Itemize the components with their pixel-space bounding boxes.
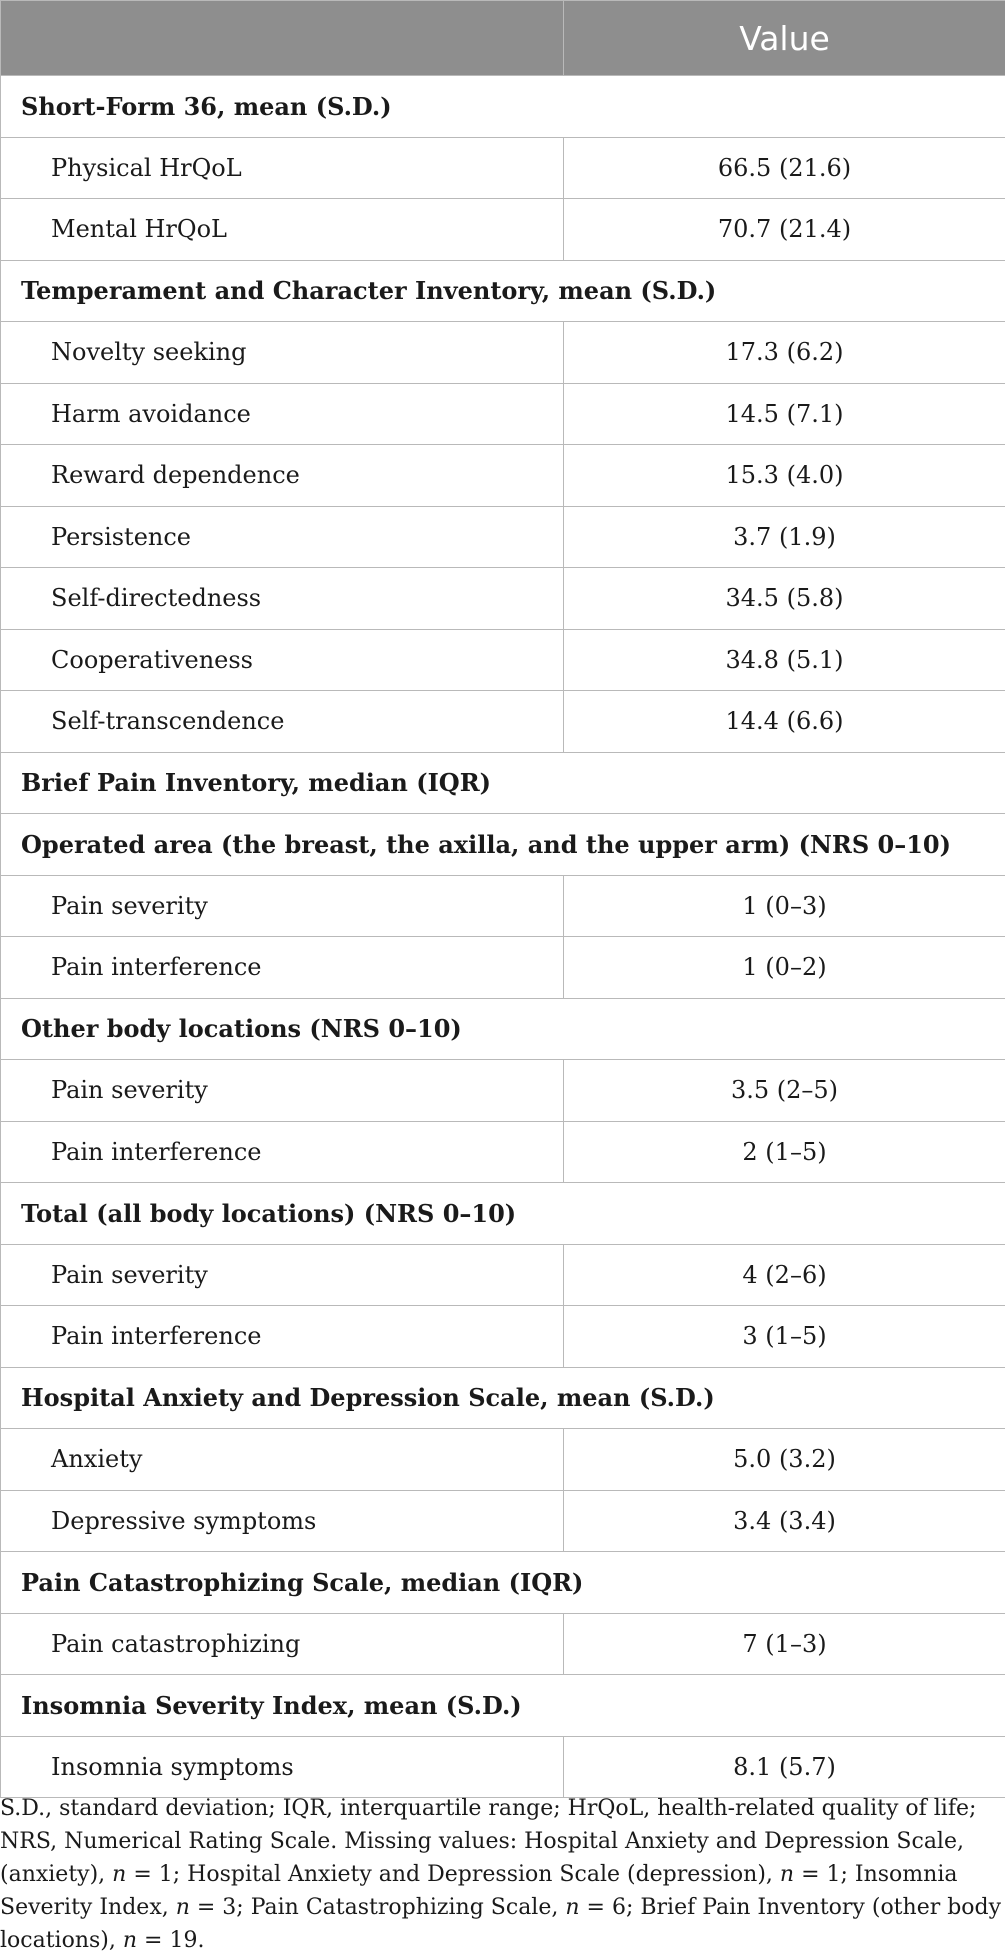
footnote-n-symbol: n [780, 1862, 794, 1887]
section-header-row [1, 998, 1005, 1060]
table-footnote [0, 1792, 1005, 1957]
section-label: Insomnia Severity Index, mean (S.D.) [1, 1675, 1005, 1737]
table-header [1, 1, 1005, 76]
row-value: 3.5 (2–5) [564, 1060, 1005, 1122]
section-label: Total (all body locations) (NRS 0–10) [1, 1183, 1005, 1245]
row-label: Cooperativeness [1, 629, 564, 691]
table-row [1, 445, 1005, 507]
section-label: Pain Catastrophizing Scale, median (IQR) [1, 1552, 1005, 1614]
row-label: Pain interference [1, 1306, 564, 1368]
row-label: Pain severity [1, 1244, 564, 1306]
section-label: Brief Pain Inventory, median (IQR) [1, 752, 1005, 814]
row-value: 3 (1–5) [564, 1306, 1005, 1368]
table-row [1, 383, 1005, 445]
footnote-n-symbol: n [176, 1895, 190, 1920]
table-row [1, 1306, 1005, 1368]
row-value: 5.0 (3.2) [564, 1429, 1005, 1491]
table-row [1, 1121, 1005, 1183]
row-label: Mental HrQoL [1, 199, 564, 261]
table-row [1, 137, 1005, 199]
section-header-row [1, 1675, 1005, 1737]
row-value: 14.5 (7.1) [564, 383, 1005, 445]
section-label: Hospital Anxiety and Depression Scale, mean (S.D.) [1, 1367, 1005, 1429]
row-value: 2 (1–5) [564, 1121, 1005, 1183]
row-label: Pain severity [1, 875, 564, 937]
row-value: 14.4 (6.6) [564, 691, 1005, 753]
table-row [1, 199, 1005, 261]
section-label: Short-Form 36, mean (S.D.) [1, 76, 1005, 138]
table-body [1, 76, 1005, 1798]
row-label: Depressive symptoms [1, 1490, 564, 1552]
footnote-text-4: = 3; Pain Catastrophizing Scale, [190, 1895, 565, 1920]
footnote-text-3: = 1; Insomnia Severity Index, [0, 1862, 957, 1920]
footnote-n-symbol: n [123, 1928, 137, 1953]
row-value: 3.4 (3.4) [564, 1490, 1005, 1552]
section-label: Temperament and Character Inventory, mean (S.D.) [1, 260, 1005, 322]
footnote-text-2: = 1; Hospital Anxiety and Depression Scale (depression), [126, 1862, 780, 1887]
footnote-text-6: = 19. [137, 1928, 204, 1953]
table-row [1, 937, 1005, 999]
footnote-text-5: = 6; Brief Pain Inventory (other body locations), [0, 1895, 1001, 1953]
table-row [1, 1060, 1005, 1122]
footnote-n-symbol: n [112, 1862, 126, 1887]
row-label: Pain catastrophizing [1, 1613, 564, 1675]
section-header-row [1, 1552, 1005, 1614]
row-label: Insomnia symptoms [1, 1736, 564, 1798]
row-label: Pain severity [1, 1060, 564, 1122]
row-value: 1 (0–3) [564, 875, 1005, 937]
row-value: 4 (2–6) [564, 1244, 1005, 1306]
section-label: Other body locations (NRS 0–10) [1, 998, 1005, 1060]
row-value: 34.8 (5.1) [564, 629, 1005, 691]
row-label: Reward dependence [1, 445, 564, 507]
row-value: 1 (0–2) [564, 937, 1005, 999]
table-row [1, 1613, 1005, 1675]
table-row [1, 1490, 1005, 1552]
row-value: 17.3 (6.2) [564, 322, 1005, 384]
header-blank-cell [1, 1, 564, 76]
row-label: Pain interference [1, 937, 564, 999]
row-label: Physical HrQoL [1, 137, 564, 199]
section-header-row [1, 814, 1005, 876]
table-row [1, 322, 1005, 384]
row-value: 66.5 (21.6) [564, 137, 1005, 199]
row-value: 15.3 (4.0) [564, 445, 1005, 507]
section-header-row [1, 76, 1005, 138]
table-row [1, 506, 1005, 568]
table-row [1, 1244, 1005, 1306]
table-row [1, 1429, 1005, 1491]
section-header-row [1, 260, 1005, 322]
table-row [1, 568, 1005, 630]
row-value: 3.7 (1.9) [564, 506, 1005, 568]
header-row [1, 1, 1005, 76]
row-label: Anxiety [1, 1429, 564, 1491]
table-row [1, 691, 1005, 753]
row-label: Harm avoidance [1, 383, 564, 445]
row-label: Self-directedness [1, 568, 564, 630]
row-label: Novelty seeking [1, 322, 564, 384]
section-header-row [1, 752, 1005, 814]
row-value: 70.7 (21.4) [564, 199, 1005, 261]
row-value: 7 (1–3) [564, 1613, 1005, 1675]
row-value: 8.1 (5.7) [564, 1736, 1005, 1798]
table-row [1, 1736, 1005, 1798]
footnote-text-1: S.D., standard deviation; IQR, interquartile range; HrQoL, health-related quality of life; NRS, Numerical Rating Scale. Missing values: Hospital Anxiety and Depression Scale, (anxiety), [0, 1796, 976, 1887]
section-header-row [1, 1367, 1005, 1429]
row-label: Pain interference [1, 1121, 564, 1183]
section-header-row [1, 1183, 1005, 1245]
table-row [1, 875, 1005, 937]
table-row [1, 629, 1005, 691]
header-value-cell: Value [564, 1, 1005, 76]
section-label: Operated area (the breast, the axilla, and the upper arm) (NRS 0–10) [1, 814, 1005, 876]
row-label: Self-transcendence [1, 691, 564, 753]
row-label: Persistence [1, 506, 564, 568]
row-value: 34.5 (5.8) [564, 568, 1005, 630]
footnote-n-symbol: n [565, 1895, 579, 1920]
